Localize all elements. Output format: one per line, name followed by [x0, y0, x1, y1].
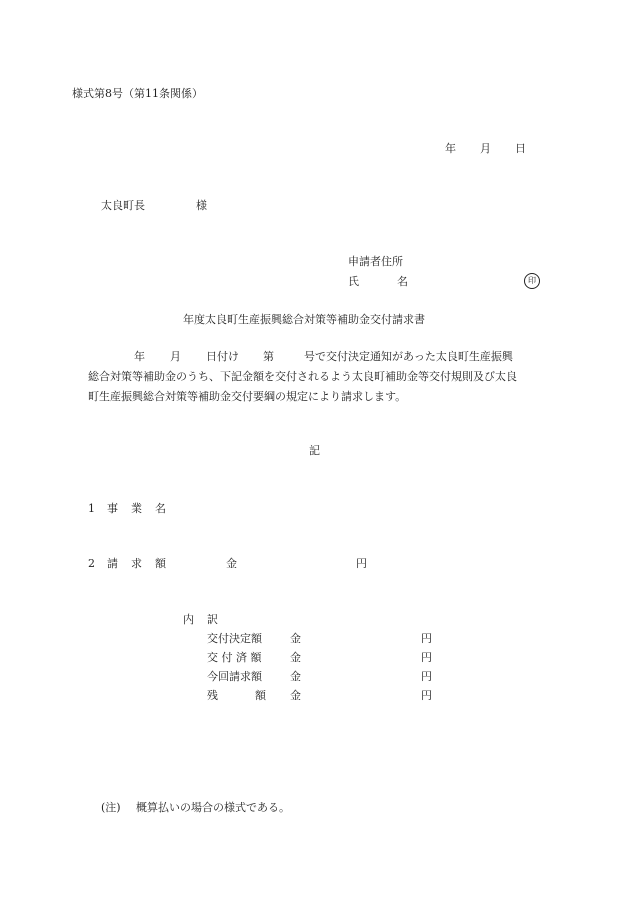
note-label: (注) [101, 801, 121, 814]
breakdown-row-currency: 金 [290, 632, 301, 645]
applicant-name-label-1: 氏 [348, 275, 359, 288]
breakdown-heading-1: 内 [183, 613, 194, 626]
breakdown-row-label-char-2: 額 [255, 689, 266, 702]
breakdown-row-currency: 金 [290, 670, 301, 683]
item-2-char-2: 求 [131, 557, 142, 570]
ki-heading: 記 [309, 444, 320, 457]
item-2-number: 2 [88, 557, 95, 570]
addressee-honorific: 様 [196, 199, 207, 212]
date-month: 月 [480, 142, 491, 155]
breakdown-row-currency: 金 [290, 689, 301, 702]
body-line2: 総合対策等補助金のうち、下記金額を交付されるよう太良町補助金等交付規則及び太良 [88, 370, 517, 383]
breakdown-row-label: 交付決定額 [207, 632, 262, 645]
applicant-name-label-2: 名 [397, 275, 408, 288]
item-2-unit: 円 [356, 557, 367, 570]
seal-icon: 印 [524, 273, 540, 289]
breakdown-heading-2: 訳 [207, 613, 218, 626]
breakdown-row-unit: 円 [421, 651, 432, 664]
form-number: 様式第8号（第11条関係） [72, 87, 203, 100]
document-title: 年度太良町生産振興総合対策等補助金交付請求書 [183, 313, 425, 326]
body-year: 年 [134, 350, 145, 363]
item-1-char-3: 名 [155, 502, 166, 515]
breakdown-row-unit: 円 [421, 632, 432, 645]
applicant-address-label: 申請者住所 [348, 255, 403, 268]
body-line3: 町生産振興総合対策等補助金交付要綱の規定により請求します。 [88, 390, 407, 403]
item-1-char-2: 業 [131, 502, 142, 515]
addressee-name: 太良町長 [101, 199, 145, 212]
note-text: 概算払いの場合の様式である。 [136, 801, 290, 814]
body-month: 月 [170, 350, 181, 363]
item-1-number: 1 [88, 502, 95, 515]
body-number-prefix: 第 [263, 350, 274, 363]
date-year: 年 [445, 142, 456, 155]
item-2-currency: 金 [226, 557, 237, 570]
item-1-char-1: 事 [107, 502, 118, 515]
body-line1-rest: 号で交付決定通知があった太良町生産振興 [304, 350, 513, 363]
breakdown-row-currency: 金 [290, 651, 301, 664]
body-date-suffix: 日付け [206, 350, 239, 363]
breakdown-row-unit: 円 [421, 670, 432, 683]
breakdown-row-label: 交 付 済 額 [207, 651, 262, 664]
item-2-char-1: 請 [107, 557, 118, 570]
breakdown-row-label: 今回請求額 [207, 670, 262, 683]
body-paragraph [88, 347, 558, 407]
date-day: 日 [515, 142, 526, 155]
item-2-char-3: 額 [155, 557, 166, 570]
breakdown-row-label-char-1: 残 [207, 689, 218, 702]
breakdown-row-unit: 円 [421, 689, 432, 702]
